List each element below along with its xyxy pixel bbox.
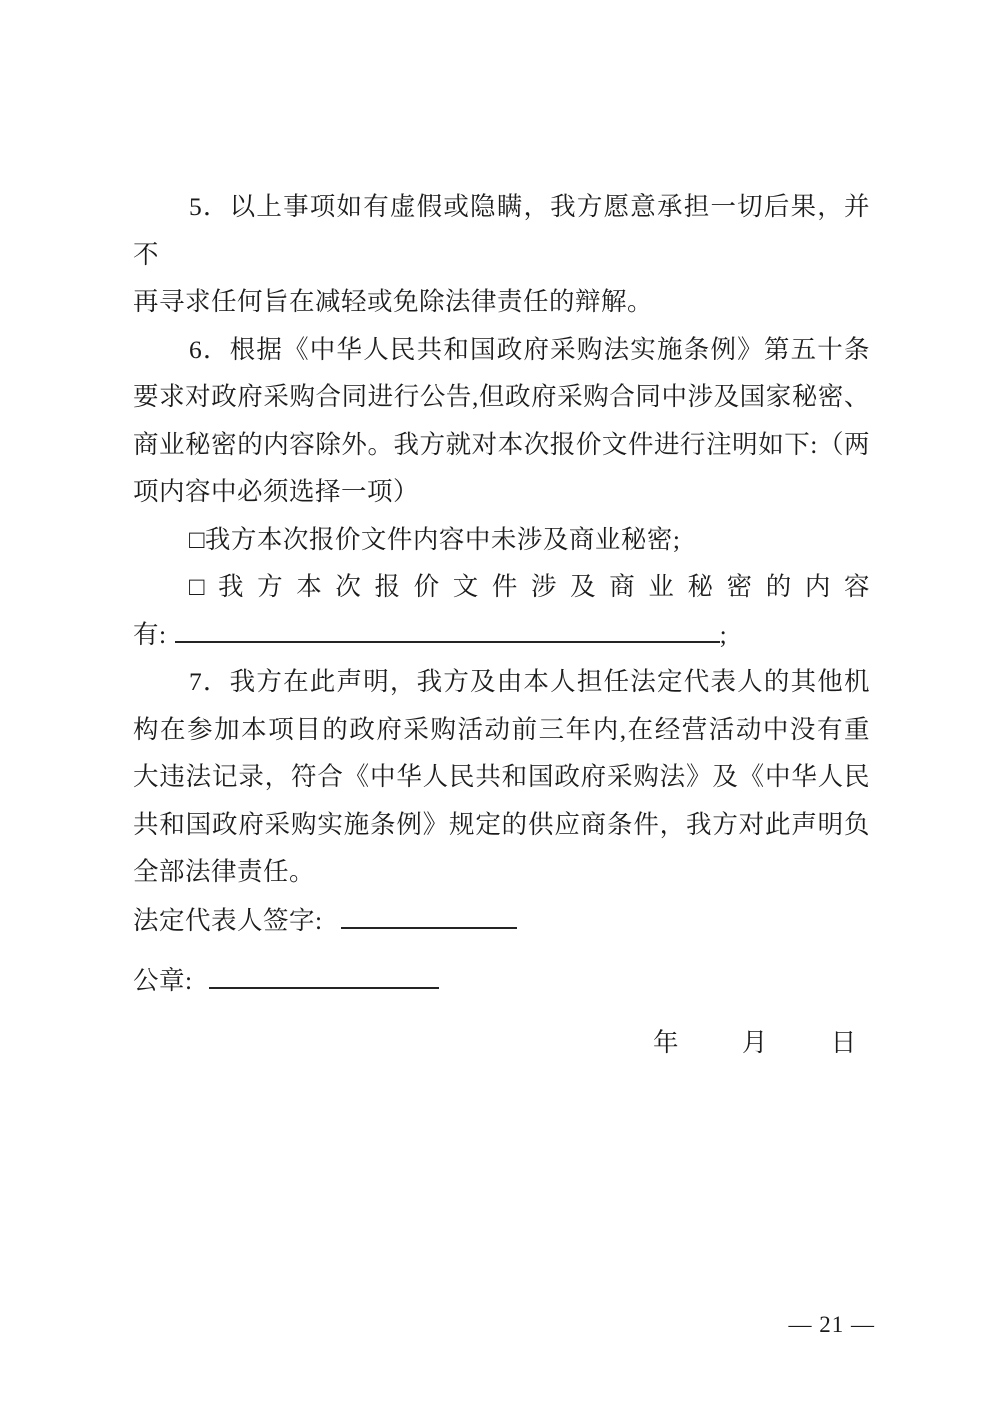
fill-in-blank-secret-content	[175, 638, 720, 643]
date-year-label: 年	[653, 1028, 680, 1057]
signature-section	[133, 897, 870, 1067]
legal-rep-signature-blank	[341, 924, 517, 929]
date-line	[133, 1019, 870, 1067]
checkbox-icon: □	[189, 572, 219, 601]
suffix-semicolon: ;	[719, 619, 728, 649]
option-label: 我方本次报价文件涉及商业秘密的内容	[218, 572, 870, 601]
legal-rep-signature-label: 法定代表人签字:	[133, 906, 323, 935]
checkbox-icon: □	[189, 524, 205, 554]
paragraph-7-line: 全部法律责任。	[133, 857, 316, 886]
option-label: 我方本次报价文件内容中未涉及商业秘密;	[204, 524, 681, 554]
checkbox-option-has-secret	[133, 563, 870, 611]
checkbox-option-no-secret	[133, 516, 870, 564]
paragraph-6-line: 要求对政府采购合同进行公告,但政府采购合同中涉及国家秘密、	[133, 382, 870, 411]
paragraph-6-line: 项内容中必须选择一项）	[133, 477, 420, 506]
paragraph-7-line: 7．我方在此声明，我方及由本人担任法定代表人的其他机	[189, 667, 870, 696]
paragraph-6-line: 商业秘密的内容除外。我方就对本次报价文件进行注明如下:（两	[133, 429, 870, 459]
seal-blank	[209, 984, 439, 989]
legal-rep-signature-line	[133, 897, 870, 945]
option-continuation-label: 有:	[133, 619, 167, 649]
paragraph-7-line: 共和国政府采购实施条例》规定的供应商条件，我方对此声明负	[133, 809, 870, 839]
paragraph-7-line: 构在参加本项目的政府采购活动前三年内,在经营活动中没有重	[133, 714, 870, 744]
paragraph-5-line: 再寻求任何旨在减轻或免除法律责任的辩解。	[133, 287, 654, 316]
page-number: — 21 —	[788, 1312, 875, 1337]
date-month-label: 月	[741, 1028, 768, 1057]
seal-label: 公章:	[133, 966, 193, 995]
paragraph-5-line: 5．以上事项如有虚假或隐瞒，我方愿意承担一切后果，并不	[133, 192, 870, 269]
option-continuation-line	[133, 611, 870, 659]
content-area	[133, 183, 870, 896]
paragraph-6-line: 6．根据《中华人民共和国政府采购法实施条例》第五十条	[189, 334, 870, 364]
seal-line	[133, 957, 870, 1005]
paragraph-7-line: 大违法记录，符合《中华人民共和国政府采购法》及《中华人民	[133, 762, 870, 791]
date-day-label: 日	[830, 1028, 857, 1057]
